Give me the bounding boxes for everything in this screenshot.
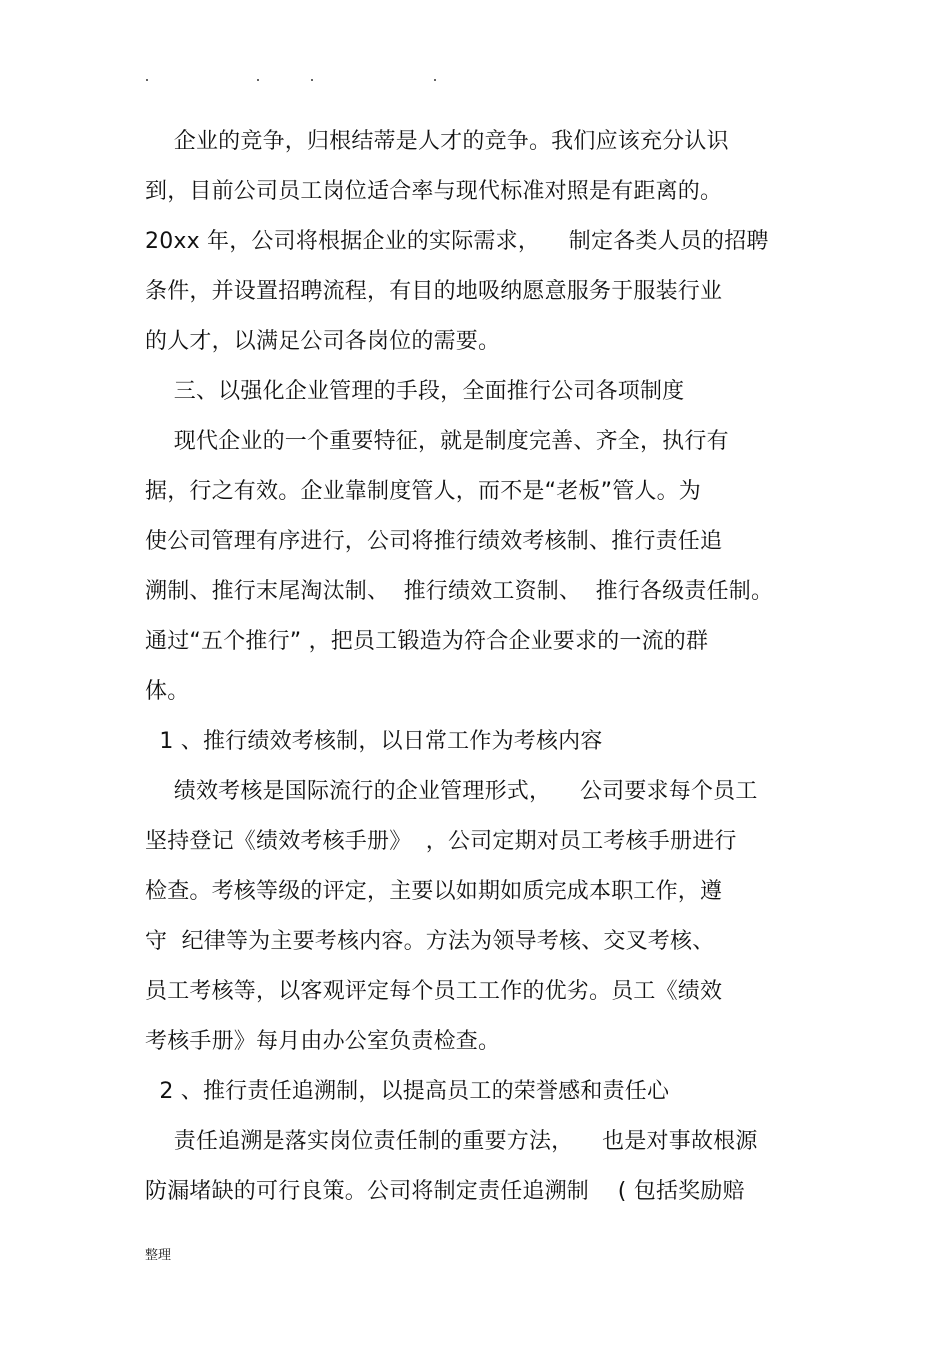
header-dot <box>311 79 313 81</box>
header-dot <box>434 79 436 81</box>
paragraph-line: 坚持登记《绩效考核手册》 ，公司定期对员工考核手册进行 <box>145 829 737 854</box>
paragraph-line: 据，行之有效。企业靠制度管人，而不是“老板”管人。为 <box>145 479 701 504</box>
page-footer: 整理 <box>145 1248 172 1263</box>
paragraph-line: 20xx 年，公司将根据企业的实际需求， 制定各类人员的招聘 <box>145 229 769 254</box>
paragraph-line: 条件，并设置招聘流程，有目的地吸纳愿意服务于服装行业 <box>145 279 723 304</box>
paragraph-line: 体。 <box>145 679 190 704</box>
paragraph-line: 考核手册》每月由办公室负责检查。 <box>145 1029 501 1054</box>
paragraph-line: 到，目前公司员工岗位适合率与现代标准对照是有距离的。 <box>145 179 723 204</box>
paragraph-line: 溯制、推行末尾淘汰制、 推行绩效工资制、 推行各级责任制。 <box>145 579 774 604</box>
paragraph-line: 检查。考核等级的评定，主要以如期如质完成本职工作，遵 <box>145 879 723 904</box>
paragraph-line: 现代企业的一个重要特征，就是制度完善、齐全，执行有 <box>145 429 729 454</box>
paragraph-line: 守 纪律等为主要考核内容。方法为领导考核、交叉考核、 <box>145 929 715 954</box>
section-heading: 三、以强化企业管理的手段，全面推行公司各项制度 <box>145 379 685 404</box>
paragraph-line: 通过“五个推行” ，把员工锻造为符合企业要求的一流的群 <box>145 629 709 654</box>
paragraph-line: 的人才，以满足公司各岗位的需要。 <box>145 329 501 354</box>
paragraph-line: 责任追溯是落实岗位责任制的重要方法， 也是对事故根源 <box>145 1129 758 1154</box>
paragraph-line: 绩效考核是国际流行的企业管理形式， 公司要求每个员工 <box>145 779 758 804</box>
header-dot <box>257 79 259 81</box>
subsection-heading: 2 、推行责任追溯制，以提高员工的荣誉感和责任心 <box>145 1079 670 1104</box>
paragraph-line: 使公司管理有序进行，公司将推行绩效考核制、推行责任追 <box>145 529 723 554</box>
paragraph-line: 企业的竞争，归根结蒂是人才的竞争。我们应该充分认识 <box>145 129 729 154</box>
paragraph-line: 防漏堵缺的可行良策。公司将制定责任追溯制 ( 包括奖励赔 <box>145 1179 745 1204</box>
subsection-heading: 1 、推行绩效考核制，以日常工作为考核内容 <box>145 729 603 754</box>
paragraph-line: 员工考核等，以客观评定每个员工工作的优劣。员工《绩效 <box>145 979 723 1004</box>
header-dot <box>146 79 148 81</box>
